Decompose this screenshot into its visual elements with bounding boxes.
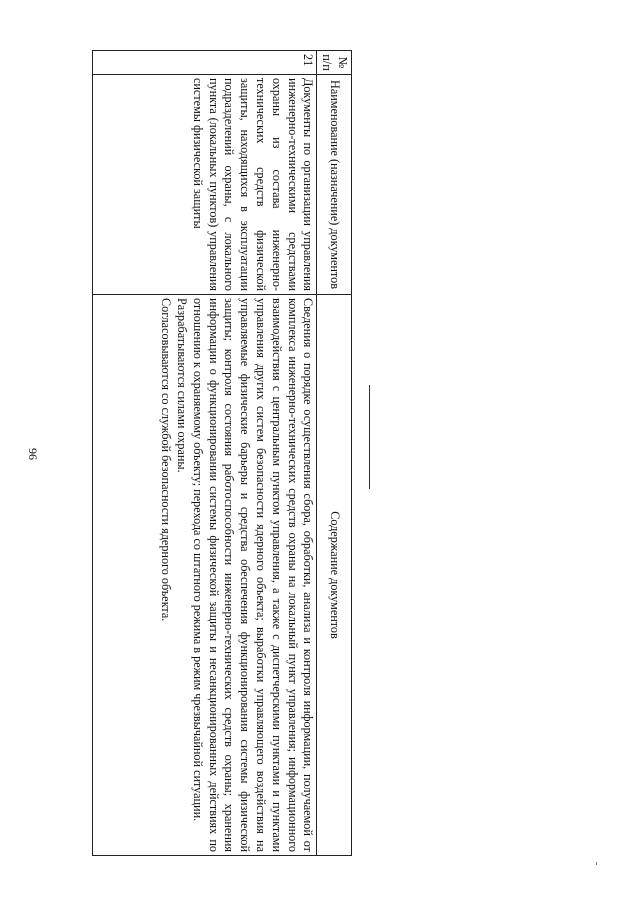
header-document-name: Наименование (назначение) документов [317, 75, 352, 295]
scan-mark [596, 862, 597, 865]
table-row [93, 51, 317, 856]
header-document-content: Содержание документов [317, 295, 352, 856]
content-agreement-text: Согласовываются со службой безопасности ядерного объекта. [159, 298, 174, 622]
page-number: 96 [26, 448, 40, 460]
documents-table [92, 50, 352, 856]
header-number: № п/п [317, 51, 352, 75]
row-number: 21 [93, 51, 317, 75]
rotated-table-wrapper [92, 50, 352, 855]
table-header-row [317, 51, 352, 856]
row-document-name: Документы по организации управления инженерно-техническими средствами охраны из состава инженерно-технических средств физической защиты, находящихся в эксплуатации подразделений охраны, с локального пункта (локальных пунктов) управления системы физической защиты [93, 75, 317, 295]
row-document-content [93, 295, 317, 856]
content-main-text: Сведения о порядке осуществления сбора, обработки, анализа и контроля информации, получаемой от комплекса инженерно-технических средств охраны на локальный пункт управления; информационного взаимодействия с центральным пунктом управления, а также с диспетчерскими пунктами и пунктами управления других систем безопасности ядерного объекта; выработки управляющего воздействия на управляемые физические барьеры и средства обеспечения функционирования системы физической защиты; контроля состояния работоспособности инженерно-технических средств охраны; хранения информации о функционировании системы физической защиты и несанкционированных действиях по отношению к охраняемому объекту; перехода со штатного режима в режим чрезвычайной ситуации. [190, 298, 316, 852]
end-divider-line [369, 385, 370, 489]
content-developer-text: Разрабатываются силами охраны. [175, 298, 190, 473]
